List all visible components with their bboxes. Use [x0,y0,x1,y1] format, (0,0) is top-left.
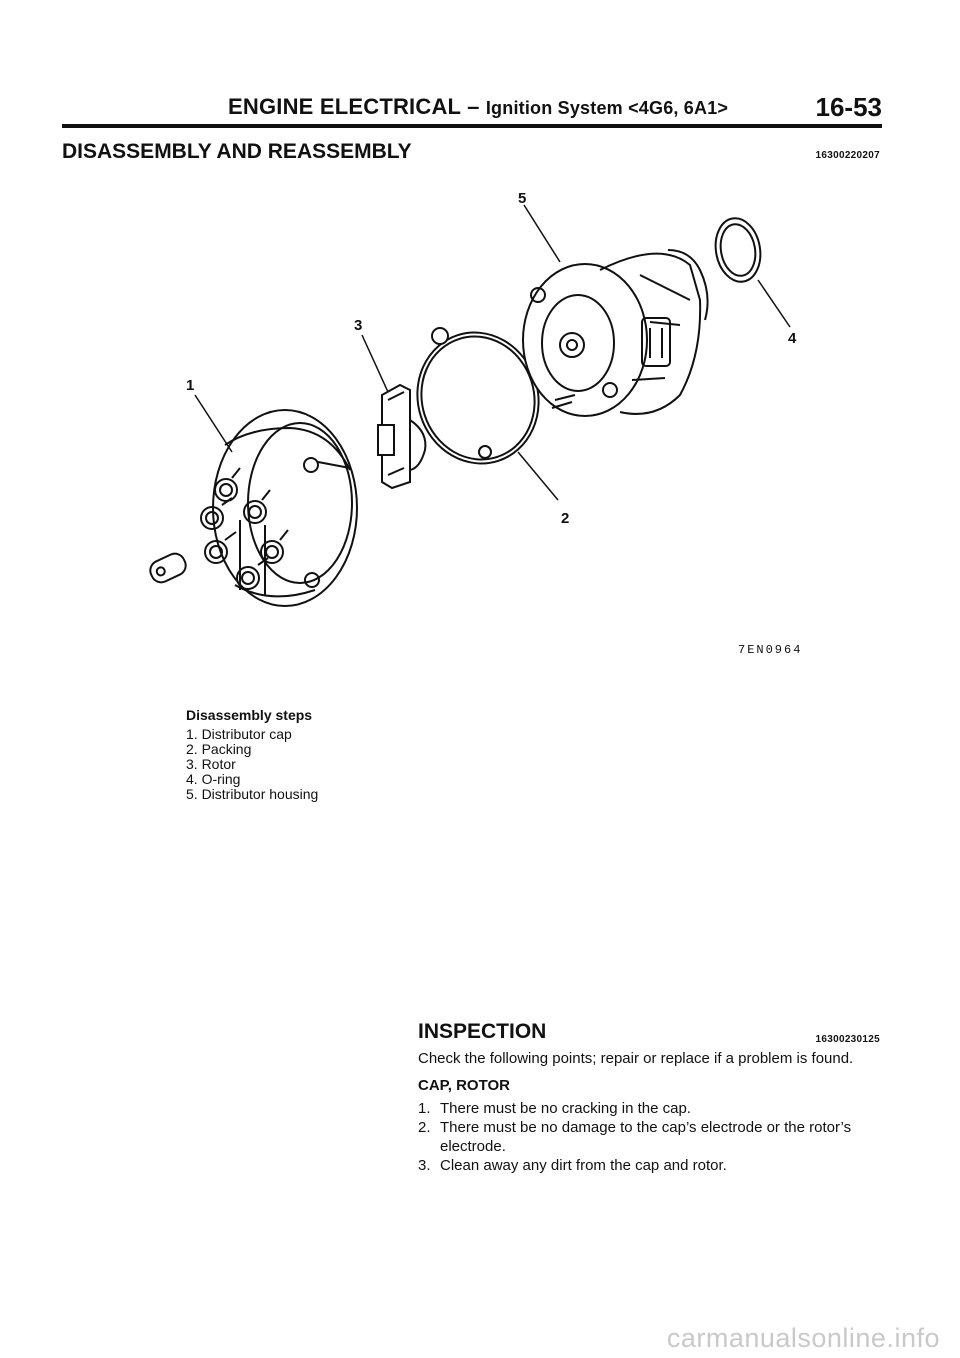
list-item [418,1099,882,1118]
disassembly-steps [186,708,318,802]
section-title: DISASSEMBLY AND REASSEMBLY [62,140,412,163]
callout-3: 3 [354,317,363,334]
inspection-subtitle: CAP, ROTOR [418,1077,510,1094]
steps-list [186,727,318,802]
figure-code: 7EN0964 [738,643,803,657]
item-text: There must be no cracking in the cap. [440,1100,691,1117]
o-ring-illustration [711,215,765,286]
header-dash: – [467,94,480,119]
header-title: ENGINE ELECTRICAL [228,94,461,119]
list-item: 4. O-ring [186,771,241,787]
page-number: 16-53 [815,92,882,122]
list-item: 5. Distributor housing [186,786,319,802]
inspection-title: INSPECTION [418,1020,547,1043]
list-item [418,1118,882,1156]
item-text: Clean away any dirt from the cap and rotor. [440,1157,727,1174]
inspection-code: 16300230125 [815,1034,880,1045]
item-number: 3. [418,1157,431,1174]
list-item: 3. Rotor [186,756,236,772]
callout-4: 4 [788,330,797,347]
callout-5: 5 [518,190,527,207]
item-number: 2. [418,1119,431,1136]
inspection-section [418,1022,882,1175]
list-item: 1. Distributor cap [186,726,292,742]
item-number: 1. [418,1100,431,1117]
watermark: carmanualsonline.info [666,1323,940,1353]
item-text: There must be no damage to the cap’s electrode or the rotor’s electrode. [440,1119,852,1155]
inspection-intro: Check the following points; repair or replace if a problem is found. [418,1050,854,1067]
steps-title: Disassembly steps [186,707,313,723]
section-code: 16300220207 [815,150,880,161]
distributor-housing-illustration [523,250,708,416]
callout-2: 2 [561,510,570,527]
inspection-list [418,1099,882,1175]
list-item: 2. Packing [186,741,252,757]
boot-illustration [147,550,189,585]
list-item [418,1156,882,1175]
callout-1: 1 [186,377,195,394]
header-subtitle: Ignition System <4G6, 6A1> [485,98,729,118]
